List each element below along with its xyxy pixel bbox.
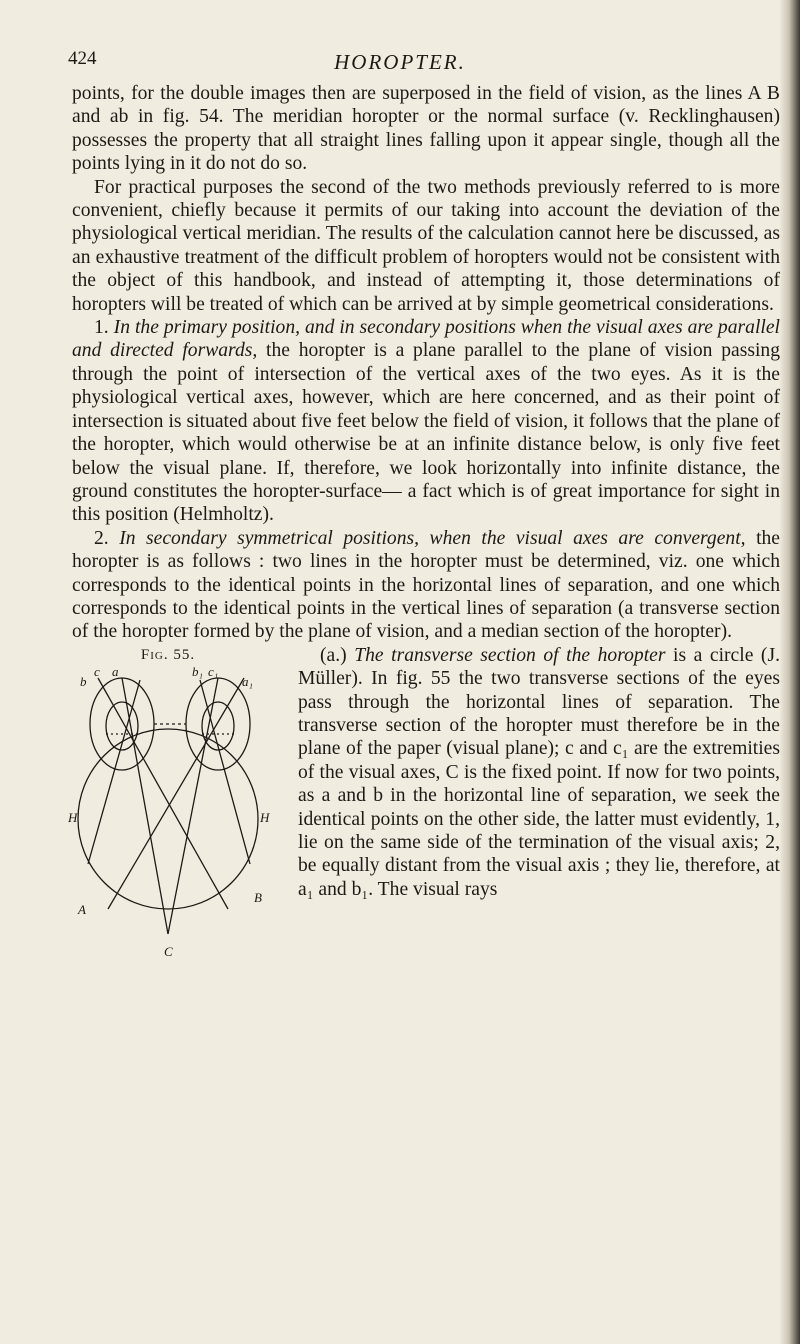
paragraph-1: points, for the double images then are superposed in the field of vision, as the lines A B and ab in fig. 54. The meridian horopter or the normal surface (v. Recklinghausen) possesses the property that all straight lines falling upon it appear single, though all the points lying in it do not do so. <box>72 83 780 175</box>
label-a: a <box>112 663 119 679</box>
paragraph-5-label: (a.) <box>320 644 347 666</box>
paragraph-3-italic: In the primary position, and in secondary positions when the visual axes are parallel and directed forwards, <box>72 317 780 362</box>
page-header <box>0 48 800 78</box>
label-b: b <box>80 673 87 689</box>
paragraph-5-italic: The transverse section of the horopter <box>354 644 666 666</box>
label-c: c <box>94 663 100 679</box>
paragraph-4-number: 2. <box>94 527 109 549</box>
paragraph-4-italic: In secondary symmetrical positions, when the visual axes are convergent, <box>119 527 746 549</box>
label-b1: b₁ <box>192 663 204 679</box>
right-ray-b <box>200 680 250 864</box>
paragraph-3-rest: the horopter is a plane parallel to the plane of vision passing through the point of intersection of the vertical axes of the two eyes. As it is the physiological vertical axes, however, which are here concerned, and as their point of intersection is situated about five feet below the field of vision, it follows that the plane of the horopter, which would otherwise be at an infinite distance below, is only five feet below the visual plane. If, therefore, we look horizontally into infinite distance, the ground constitutes the horopter-surface— a fact which is of great importance for sight in this position (Helmholtz). <box>72 340 780 526</box>
horopter-diagram <box>68 664 284 964</box>
figure-label: Fig. 55. <box>140 646 196 663</box>
left-eye-outline <box>90 678 154 770</box>
right-eye-outline <box>186 678 250 770</box>
paragraph-3 <box>72 316 780 527</box>
body-text <box>68 82 780 970</box>
paragraph-3-number: 1. <box>94 317 109 339</box>
running-title: HOROPTER. <box>334 50 466 74</box>
horopter-circle <box>78 729 258 909</box>
figure-55 <box>68 644 286 970</box>
label-h-left: H <box>68 809 78 825</box>
label-big-c: C <box>164 943 173 959</box>
label-a1: a₁ <box>242 673 254 689</box>
paragraph-5-rest: is a circle (J. Müller). In fig. 55 the two transverse sections of the eyes pass through the horizontal lines of separation. The transverse section of the horopter must therefore be in the plane of the paper (visual plane); c and c₁ are the extremities of the visual axes, C is the fixed point. If now for two points, as a and b in the horizontal line of separation, we seek the identical points on the other side, the latter must evidently, 1, lie on the same side of the termination of the visual axis; 2, be equally distant from the visual axis ; they lie, therefore, at a₁ and b₁. The visual rays <box>298 644 780 900</box>
paragraph-4 <box>72 527 780 644</box>
right-eye-inner <box>202 702 234 750</box>
page-number: 424 <box>68 48 97 69</box>
left-visual-axis <box>122 678 168 934</box>
label-c1: c₁ <box>208 663 219 679</box>
paragraph-4-rest: the horopter is as follows : two lines in the horopter must be determined, viz. one which corresponds to the identical points in the horizontal lines of separation, and one which corresponds to the identical points in the vertical lines of separation (a transverse section of the horopter formed by the plane of vision, and a median section of the horopter). <box>72 527 780 643</box>
label-big-b: B <box>254 889 262 905</box>
paragraph-2: For practical purposes the second of the two methods previously referred to is more convenient, chiefly because it permits of our taking into account the deviation of the physiological vertical meridian. The results of the calculation cannot here be discussed, as an exhaustive treatment of the difficult problem of horopters would not be consistent with the object of this handbook, and instead of attempting it, those determinations of horopters will be treated of which can be arrived at by simple geometrical considerations. <box>72 176 780 315</box>
label-h-right: H <box>260 809 270 825</box>
page-edge-shadow <box>780 0 800 1344</box>
label-big-a: A <box>78 901 86 917</box>
